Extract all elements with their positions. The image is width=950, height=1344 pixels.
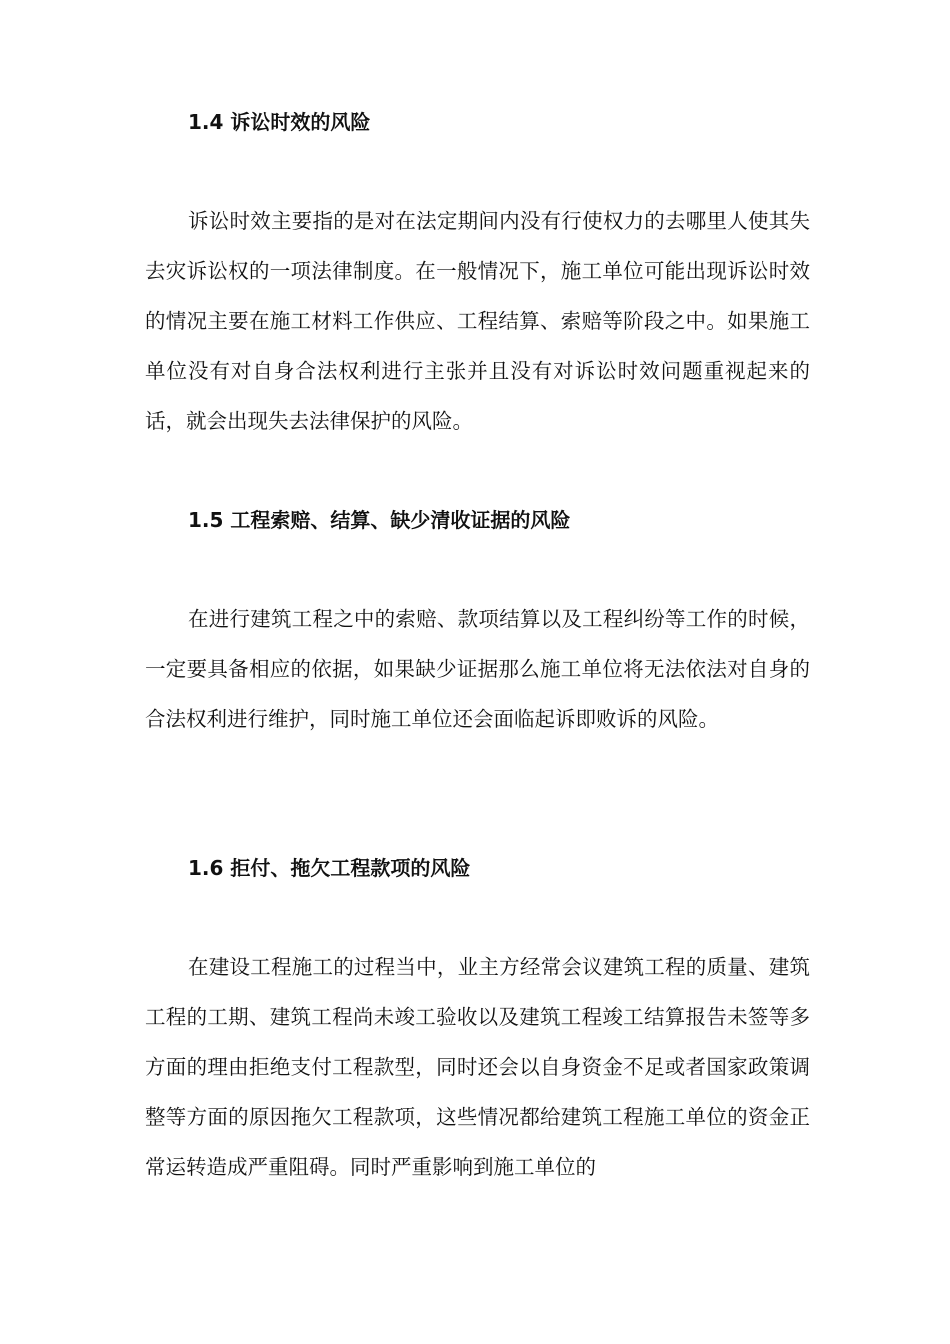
section-heading-1-6: 1.6 拒付、拖欠工程款项的风险: [188, 856, 471, 880]
section-heading-1-5: 1.5 工程索赔、结算、缺少清收证据的风险: [188, 508, 571, 532]
section-paragraph-1-4: 诉讼时效主要指的是对在法定期间内没有行使权力的去哪里人使其失去灾诉讼权的一项法律制度。在一般情况下，施工单位可能出现诉讼时效的情况主要在施工材料工作供应、工程结算、索赔等阶段之中。如果施工单位没有对自身合法权利进行主张并且没有对诉讼时效问题重视起来的话，就会出现失去法律保护的风险。: [145, 209, 810, 433]
section-paragraph-1-6: 在建设工程施工的过程当中，业主方经常会议建筑工程的质量、建筑工程的工期、建筑工程尚未竣工验收以及建筑工程竣工结算报告未签等多方面的理由拒绝支付工程款型，同时还会以自身资金不足或者国家政策调整等方面的原因拖欠工程款项，这些情况都给建筑工程施工单位的资金正常运转造成严重阻碍。同时严重影响到施工单位的: [145, 955, 810, 1179]
section-heading-1-4: 1.4 诉讼时效的风险: [188, 110, 371, 134]
section-paragraph-1-5: 在进行建筑工程之中的索赔、款项结算以及工程纠纷等工作的时候，一定要具备相应的依据，如果缺少证据那么施工单位将无法依法对自身的合法权利进行维护，同时施工单位还会面临起诉即败诉的风险。: [145, 607, 810, 731]
